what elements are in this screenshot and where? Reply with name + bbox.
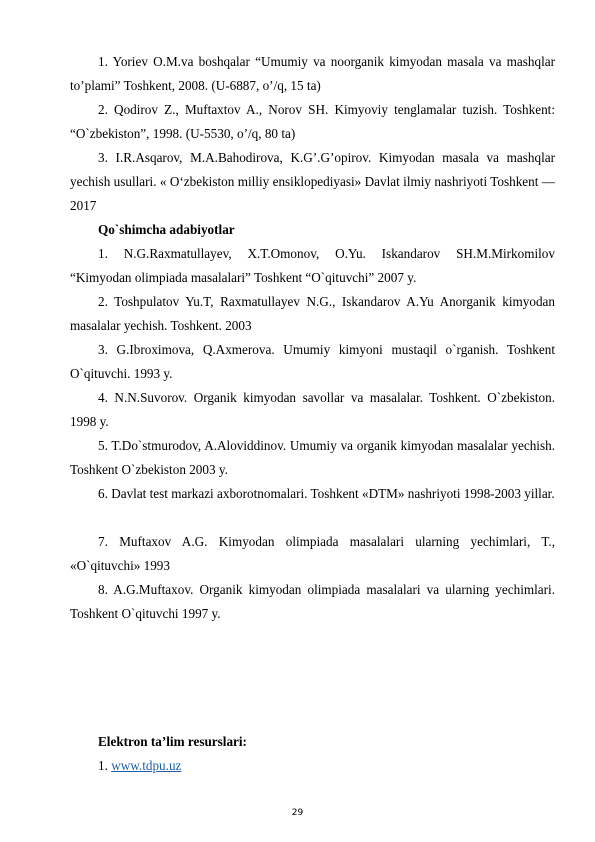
reference-additional-5: 5. T.Do`stmurodov, A.Aloviddinov. Umumiy va organik kimyodan masalalar yechish. Toshkent O`zbekiston 2003 y. — [70, 438, 555, 477]
reference-additional-6: 6. Davlat test markazi axborotnomalari. Toshkent «DTM» nashriyoti 1998-2003 yillar. — [98, 486, 555, 501]
reference-additional-3: 3. G.Ibroximova, Q.Axmerova. Umumiy kimyoni mustaqil o`rganish. Toshkent O`qituvchi. 1993 y. — [70, 342, 555, 381]
additional-literature-heading: Qo`shimcha adabiyotlar — [98, 222, 235, 237]
reference-additional-8: 8. A.G.Muftaxov. Organik kimyodan olimpiada masalalari va ularning yechimlari. Toshkent O`qituvchi 1997 y. — [70, 582, 555, 621]
reference-additional-1: 1. N.G.Raxmatullayev, X.T.Omonov, O.Yu. Iskandarov SH.M.Mirkomilov “Kimyodan olimpiada masalalari” Toshkent “O`qituvchi” 2007 y. — [70, 246, 555, 285]
reference-main-1: 1. Yoriev O.M.va boshqalar “Umumiy va noorganik kimyodan masala va mashqlar to’plami” Toshkent, 2008. (U-6887, o’/q, 15 ta) — [70, 54, 555, 93]
tdpu-website-link[interactable]: www.tdpu.uz — [111, 758, 182, 773]
reference-additional-7: 7. Muftaxov A.G. Kimyodan olimpiada masalalari ularning yechimlari, T., «O`qituvchi» 1993 — [70, 534, 555, 573]
reference-main-2: 2. Qodirov Z., Muftaxtov A., Norov SH. Kimyoviy tenglamalar tuzish. Toshkent: “O`zbekiston”, 1998. (U-5530, o’/q, 80 ta) — [70, 102, 555, 141]
electronic-resource-item — [98, 754, 181, 778]
reference-main-3: 3. I.R.Asqarov, M.A.Bahodirova, K.G’.G’opirov. Kimyodan masala va mashqlar yechish usullari. « O‘zbekiston milliy ensiklopediyasi» Davlat ilmiy nashriyoti Toshkent — 2017 — [70, 150, 555, 213]
reference-additional-2: 2. Toshpulatov Yu.T, Raxmatullayev N.G., Iskandarov A.Yu Anorganik kimyodan masalalar yechish. Toshkent. 2003 — [70, 294, 555, 333]
reference-additional-4: 4. N.N.Suvorov. Organik kimyodan savollar va masalalar. Toshkent. O`zbekiston. 1998 y. — [70, 390, 555, 429]
page-number: 29 — [291, 808, 304, 818]
electronic-resource-number: 1. — [98, 758, 108, 773]
electronic-resources-heading: Elektron ta’lim resurslari: — [98, 734, 247, 749]
